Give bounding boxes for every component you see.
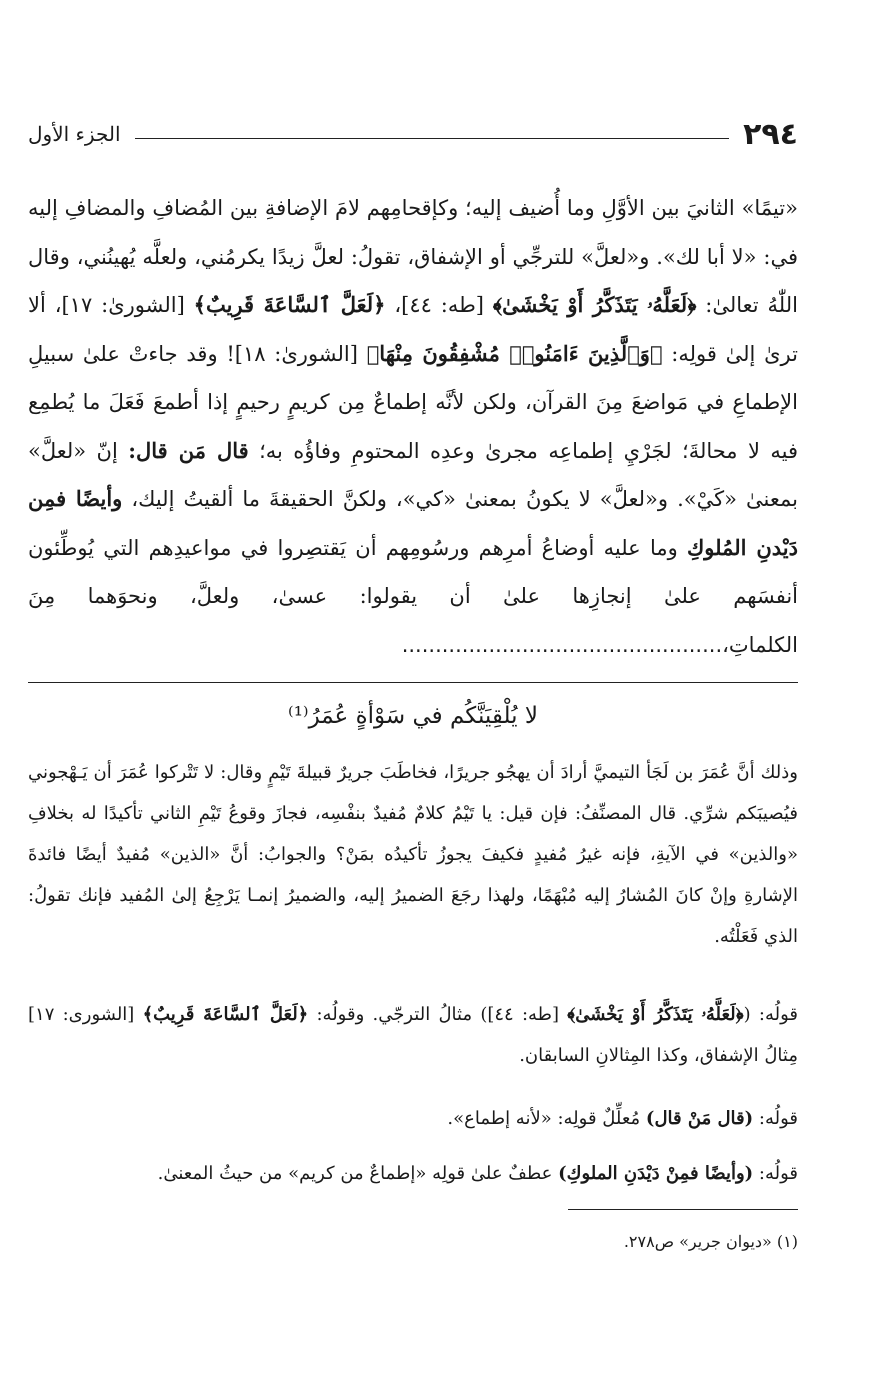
quote-lemma: (وأيضًا فمِنْ دَيْدَنِ الملوكِ) bbox=[558, 1163, 754, 1184]
bold-phrase: قال مَن قال: bbox=[128, 437, 249, 463]
main-text-3: إنّ «لعلَّ» بمعنىٰ «كَيْ». و«لعلَّ» لا يكونُ بمعنىٰ «كي»، ولكنَّ الحقيقةَ ما ألقيتُ إليك، bbox=[28, 438, 798, 511]
footnote: (١) «ديوان جرير» ص٢٧٨. bbox=[623, 1232, 798, 1251]
verse-reference: [طه: ٤٤]، bbox=[385, 293, 493, 317]
quote-prefix: قولُه: bbox=[753, 1163, 798, 1184]
main-text bbox=[28, 184, 798, 669]
header-rule bbox=[135, 138, 730, 139]
main-text-1: «تيمًا» الثانيَ بين الأوَّلِ وما أُضيف إليه؛ وكإقحامِهم لامَ الإضافةِ بين المُضافِ والمضافِ إليه في: «لا أبا لك». و«لعلَّ» للترجِّي أو الإشفاق، تقولُ: لعلَّ زيدًا يكرمُني، ولعلَّه يُهينُني، وقال اللّٰهُ تعالىٰ: bbox=[28, 196, 798, 317]
quote-suffix: [الشورى: ١٧] مِثالُ الإشفاق، وكذا المِثالانِ السابقان. bbox=[28, 1004, 798, 1066]
running-header bbox=[28, 112, 798, 156]
quote-mid: [طه: ٤٤]) مثالُ الترجّي. وقولُه: bbox=[308, 1004, 568, 1025]
quote-lemma: (قال مَنْ قال) bbox=[645, 1108, 754, 1129]
main-text-4: وما عليه أوضاعُ أمرِهم ورسُومِهم أن يَقتصِروا في مواعيدِهم التي يُوطِّئون أنفسَهم علىٰ إنجازِها علىٰ أن يقولوا: عسىٰ، ولعلَّ، ونحوَهما مِنَ الكلماتِ، bbox=[28, 535, 798, 657]
commentary-paragraph: وذلك أنَّ عُمَرَ بن لَجَأ التيميَّ أرادَ أن يهجُو جريرًا، فخاطَبَ جريرٌ قبيلةَ تَيْمٍ وقال: لا تَتْركوا عُمَرَ أن يَـهْجوني فيُصيبَكم شرِّي. قال المصنِّفُ: فإن قيل: يا تَيْمُ كلامٌ مُفيدٌ بنفْسِه، فجازَ وقوعُ تَيْمِ الثاني تأكيدًا له بخلافِ «والذين» في الآيةِ، فإنه غيرُ مُفيدٍ فكيفَ يجوزُ تأكيدُه بمَنْ؟ والجوابُ: أنَّ «الذين» مُفيدٌ أيضًا فائدةَ الإشارةِ وإنْ كانَ المُشارُ إليه مُبْهَمًا، ولهذا رجَعَ الضميرُ إليه، والضميرُ إنمـا يَرْجِعُ إلىٰ المُفيد فإنك تقولُ: الذي فَعَلْتُه. bbox=[28, 762, 798, 947]
poetry-verse-title: لا يُلْقِيَنَّكُم في سَوْأةٍ عُمَرُ⁽¹⁾ bbox=[288, 703, 538, 729]
quran-verse: ﴿وَٱلَّذِينَ ءَامَنُوا۟ مُشْفِقُونَ مِنْهَا﴾ bbox=[366, 340, 663, 366]
commentary-quote-1 bbox=[28, 994, 798, 1076]
verse-reference: [الشورىٰ: ١٧]، ألا ترىٰ إلىٰ قولِه: bbox=[28, 293, 798, 366]
quran-verse: ﴿لَعَلَّ ٱلسَّاعَةَ قَرِيبٌ﴾ bbox=[142, 1004, 309, 1025]
page-number: ٢٩٤ bbox=[743, 116, 798, 152]
quran-verse: ﴿لَعَلَّهُۥ يَتَذَكَّرُ أَوْ يَخْشَىٰ﴾ bbox=[492, 292, 697, 317]
quote-suffix: مُعلِّلٌ قولِه: «لأنه إطماع». bbox=[447, 1108, 646, 1129]
quran-verse: ﴿لَعَلَّهُۥ يَتَذَكَّرُ أَوْ يَخْشَىٰ﴾ bbox=[567, 1004, 744, 1025]
quote-prefix: قولُه: bbox=[753, 1108, 798, 1129]
quran-verse: ﴿لَعَلَّ ٱلسَّاعَةَ قَرِيبٌ﴾ bbox=[193, 292, 386, 317]
commentary-quote-2 bbox=[28, 1098, 798, 1139]
quote-suffix: عطفٌ علىٰ قولِه «إطماعٌ من كريم» من حيثُ المعنىٰ. bbox=[157, 1163, 559, 1184]
bold-phrase: وأيضًا فمِن دَيْدنِ المُلوكِ bbox=[28, 486, 799, 560]
part-title: الجزء الأول bbox=[28, 122, 121, 146]
quote-prefix: قولُه: ( bbox=[743, 1004, 798, 1025]
section-divider bbox=[28, 682, 798, 683]
dotted-leader: ................................................ bbox=[401, 632, 723, 657]
commentary-quote-3 bbox=[28, 1153, 798, 1194]
main-text-2: [الشورىٰ: ١٨]! وقد جاءتْ علىٰ سبيلِ الإطماعِ في مَواضعَ مِنَ القرآن، ولكن لأنَّه إطماعٌ مِن كريمٍ رحيمٍ إذا أطمعَ فَعَلَ ما يُطمِع فيه لا محالةَ؛ لجَرْيِ إطماعِه مجرىٰ وعدِه المحتومِ وفاؤُه به؛ bbox=[28, 341, 798, 463]
footnote-divider bbox=[568, 1209, 798, 1210]
